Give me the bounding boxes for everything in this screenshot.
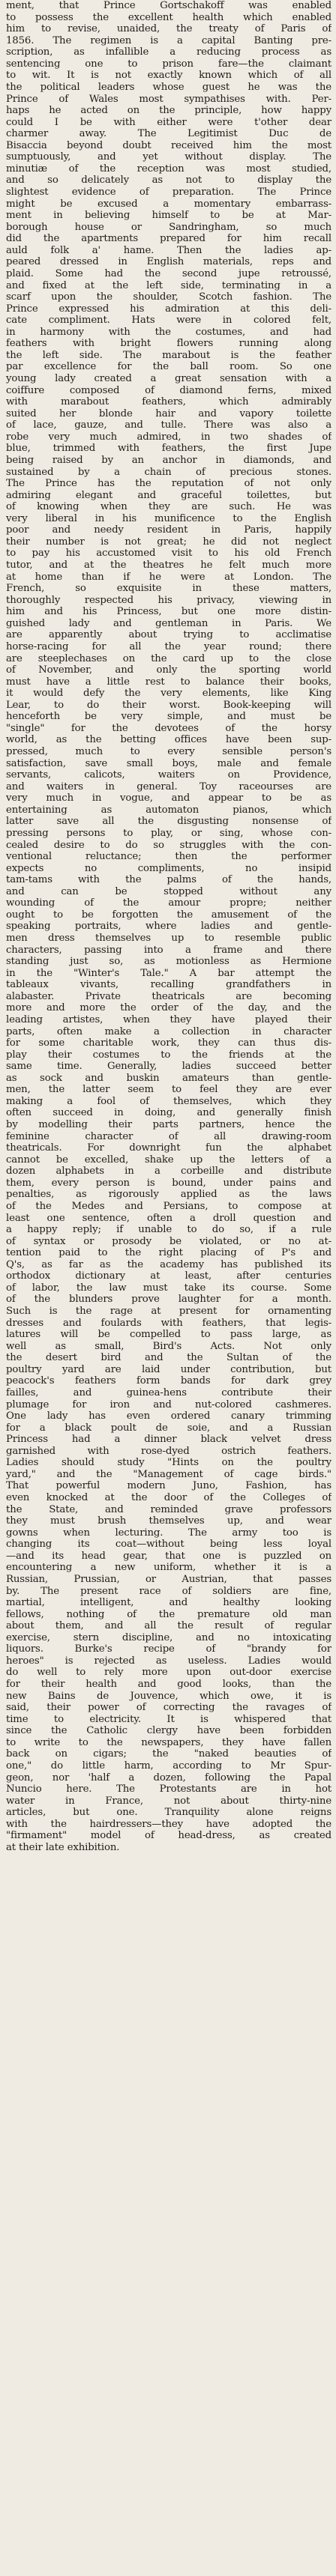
article-line: plaid. Some had the second jupe retroussé, bbox=[6, 267, 332, 279]
article-line: ment in believing himself to be at Mar- bbox=[6, 210, 332, 222]
article-line: blue, trimmed with feathers, the first Jupe bbox=[6, 443, 332, 455]
article-line: are steeplechases on the card up to the close bbox=[6, 652, 332, 664]
article-line: the State, and reminded grave professors bbox=[6, 1503, 332, 1515]
article-line: peacock's feathers form bands for dark grey bbox=[6, 1375, 332, 1387]
article-line: Q's, as far as the academy has published its bbox=[6, 1258, 332, 1270]
article-line: borough house or Sandringham, so much bbox=[6, 221, 332, 233]
article-line: Such is the rage at present for ornamenting bbox=[6, 1306, 332, 1317]
article-line: 1856. The regimen is a capital Banting pre- bbox=[6, 34, 332, 46]
article-line: cannot be excelled, shake up the letters of a bbox=[6, 1154, 332, 1166]
article-line: with the hairdressers—they have adopted the bbox=[6, 1818, 332, 1830]
article-line: liquors. Burke's recipe of "brandy for bbox=[6, 1643, 332, 1655]
article-line: about them, and all the result of regular bbox=[6, 1620, 332, 1632]
article-line: fellows, nothing of the premature old man bbox=[6, 1608, 332, 1620]
article-line: very liberal in his munificence to the English bbox=[6, 512, 332, 524]
article-line: them, every person is bound, under pains and bbox=[6, 1177, 332, 1189]
article-line: with marabout feathers, which admirably bbox=[6, 396, 332, 408]
article-line: him to revise, unaided, the treaty of Paris of bbox=[6, 23, 332, 35]
article-line: haps he acted on the principle, how happy bbox=[6, 105, 332, 117]
article-line: robe very much admired, in two shades of bbox=[6, 431, 332, 443]
article-line: being raised by an anchor in diamonds, and bbox=[6, 454, 332, 466]
article-line: must have a little rest to balance their books, bbox=[6, 676, 332, 688]
article-line: The Prince has the reputation of not only bbox=[6, 478, 332, 490]
article-line: pressed, much to every sensible person's bbox=[6, 746, 332, 757]
article-line: slightest evidence of preparation. The Prince bbox=[6, 187, 332, 198]
article-line: dozen alphabets in a corbeille and distribute bbox=[6, 1166, 332, 1178]
article-line: as sock and buskin amateurs than gentle- bbox=[6, 1072, 332, 1084]
article-line: by modelling their parts partners, hence the bbox=[6, 1119, 332, 1130]
article-line: ment, that Prince Gortschakoff was enabled bbox=[6, 0, 332, 11]
article-line: changing its coat—without being less loyal bbox=[6, 1539, 332, 1551]
article-line: back on cigars; the "naked beauties of bbox=[6, 1748, 332, 1760]
article-line: sumptuously, and yet without display. The bbox=[6, 151, 332, 163]
article-line: at home than if he were at London. The bbox=[6, 571, 332, 583]
article-line: encountering a new uniform, whether it is a bbox=[6, 1562, 332, 1574]
article-line: gowns when lecturing. The army too is bbox=[6, 1527, 332, 1539]
article-line: a happy reply; if unable to do so, if a rule bbox=[6, 1224, 332, 1236]
article-line: of knowing when they are such. He was bbox=[6, 501, 332, 513]
article-line: admiring elegant and graceful toilettes, but bbox=[6, 489, 332, 501]
article-line: Nuncio here. The Protestants are in hot bbox=[6, 1783, 332, 1795]
article-line: of the blunders prove laughter for a month. bbox=[6, 1294, 332, 1306]
article-line: the left side. The marabout is the feather bbox=[6, 349, 332, 361]
article-line: plumage for iron and nut-colored cashmeres. bbox=[6, 1398, 332, 1410]
article-line: said, their power of correcting the ravages of bbox=[6, 1702, 332, 1714]
article-line: more and more the order of the day, and the bbox=[6, 1002, 332, 1014]
article-line: martial, intelligent, and healthy looking bbox=[6, 1597, 332, 1609]
article-line: the political leaders whose guest he was the bbox=[6, 81, 332, 93]
article-line: making a fool of themselves, which they bbox=[6, 1095, 332, 1107]
article-line: even knocked at the door of the Colleges of bbox=[6, 1492, 332, 1503]
article-line: guished lady and gentleman in Paris. We bbox=[6, 617, 332, 629]
article-line: characters, passing into a frame and there bbox=[6, 944, 332, 956]
article-line: Prince expressed his admiration at this deli- bbox=[6, 303, 332, 315]
article-line: in harmony with the costumes, and had bbox=[6, 326, 332, 338]
article-line: "single" for the devotees of the horsy bbox=[6, 722, 332, 734]
article-line: at their late exhibition. bbox=[6, 1841, 120, 1853]
article-line: by. The present race of soldiers are fine, bbox=[6, 1585, 332, 1597]
article-line: are apparently about trying to acclimatise bbox=[6, 629, 332, 641]
article-line: tableaux vivants, recalling grandfathers in bbox=[6, 979, 332, 991]
article-line: ventional reluctance; then the performer bbox=[6, 851, 332, 863]
article-line: alabaster. Private theatricals are becoming bbox=[6, 990, 332, 1002]
article-line: feminine character of all drawing-room bbox=[6, 1130, 332, 1142]
article-body bbox=[6, 0, 332, 1853]
article-line: they must brush themselves up, and wear bbox=[6, 1515, 332, 1527]
article-line: tam-tams with the palms of the hands, bbox=[6, 874, 332, 886]
article-line: men dress themselves up to resemble public bbox=[6, 933, 332, 944]
article-line: feathers with bright flowers running along bbox=[6, 338, 332, 350]
article-line: "firmament" model of head-dress, as created bbox=[6, 1830, 332, 1842]
article-line: auld folk a' hame. Then the ladies ap- bbox=[6, 244, 332, 256]
article-line: sustained by a chain of precious stones. bbox=[6, 466, 332, 478]
article-line: minutiæ of the reception was most studied, bbox=[6, 163, 332, 175]
article-line: sentencing one to prison fare—the claimant bbox=[6, 58, 332, 70]
article-line: of November, and only the sporting world bbox=[6, 664, 332, 676]
article-line: garnished with rose-dyed ostrich feathers. bbox=[6, 1445, 332, 1457]
article-line: pressing persons to play, or sing, whose con- bbox=[6, 827, 332, 839]
article-line: par excellence for the ball room. So one bbox=[6, 361, 332, 373]
article-line: water in France, not about thirty-nine bbox=[6, 1795, 332, 1807]
article-line: Ladies should study "Hints on the poultry bbox=[6, 1457, 332, 1469]
article-line: servants, calicots, waiters on Providence, bbox=[6, 769, 332, 781]
article-line: of labor, the law must take its course. Some bbox=[6, 1282, 332, 1294]
article-line: one," do little harm, according to Mr Spur- bbox=[6, 1760, 332, 1772]
article-line: parts, often make a collection in character bbox=[6, 1025, 332, 1037]
article-line: to wit. It is not exactly known which of all bbox=[6, 70, 332, 82]
article-line: to write to the newspapers, they have fallen bbox=[6, 1736, 332, 1748]
article-line: henceforth be very simple, and must be bbox=[6, 711, 332, 723]
article-line: Prince of Wales most sympathises with. Per- bbox=[6, 93, 332, 105]
article-line: latter save all the disgusting nonsense of bbox=[6, 816, 332, 828]
article-line: cealed desire to do so struggles with the con- bbox=[6, 839, 332, 851]
article-line: could I be with either were t'other dear bbox=[6, 116, 332, 128]
article-line: failles, and guinea-hens contribute their bbox=[6, 1387, 332, 1398]
article-line: horse-racing for all the year round; there bbox=[6, 640, 332, 652]
article-line: scription, as infallible a reducing process as bbox=[6, 46, 332, 58]
article-line: ought to be forgotten the amusement of the bbox=[6, 909, 332, 921]
article-line: One lady has even ordered canary trimming bbox=[6, 1410, 332, 1422]
article-line: expects no compliments, no insipid bbox=[6, 862, 332, 874]
article-line: charmer away. The Legitimist Duc de bbox=[6, 128, 332, 140]
article-line: scarf upon the shoulder, Scotch fashion. The bbox=[6, 291, 332, 303]
article-line: and so delicately as not to display the bbox=[6, 175, 332, 187]
article-line: very much in vogue, and appear to be as bbox=[6, 793, 332, 804]
article-line: to pay his accustomed visit to his old French bbox=[6, 548, 332, 560]
article-line: for some charitable work, they can thus dis- bbox=[6, 1037, 332, 1049]
article-line: cate compliment. Hats were in colored felt, bbox=[6, 315, 332, 327]
article-line: latures will be compelled to pass large, as bbox=[6, 1329, 332, 1341]
article-line: often succeed in doing, and generally finish bbox=[6, 1107, 332, 1119]
article-line: their number is not great; he did not neglect bbox=[6, 536, 332, 548]
article-line: young lady created a great sensation with a bbox=[6, 373, 332, 384]
article-line: least one sentence, often a droll question and bbox=[6, 1212, 332, 1224]
article-line: That powerful modern Juno, Fashion, has bbox=[6, 1480, 332, 1492]
article-line: articles, but one. Tranquility alone reigns bbox=[6, 1807, 332, 1819]
article-line: it would defy the very elements, like King bbox=[6, 688, 332, 700]
article-line: of syntax or prosody be violated, or no at- bbox=[6, 1235, 332, 1247]
article-line: wounding of the amour propre; neither bbox=[6, 897, 332, 909]
article-line: for their health and good looks, than the bbox=[6, 1679, 332, 1690]
article-line: of the Medes and Persians, to compose at bbox=[6, 1200, 332, 1212]
article-line: penalties, as rigorously applied as the laws bbox=[6, 1189, 332, 1201]
article-line: exercise, stern discipline, and no intoxicating bbox=[6, 1631, 332, 1643]
article-line: tutor, and at the theatres he felt much more bbox=[6, 560, 332, 571]
article-line: might be excused a momentary embarrass- bbox=[6, 198, 332, 210]
article-line: leading artistes, when they have played their bbox=[6, 1013, 332, 1025]
article-line: coiffure composed of diamond ferns, mixed bbox=[6, 384, 332, 396]
article-line: —and its head gear, that one is puzzled on bbox=[6, 1550, 332, 1562]
article-line: tention paid to the right placing of P's and bbox=[6, 1247, 332, 1259]
article-line: Russian, Prussian, or Austrian, that passes bbox=[6, 1573, 332, 1585]
article-line: since the Catholic clergy have been forbidden bbox=[6, 1725, 332, 1737]
article-line: men, the latter seem to feel they are ever bbox=[6, 1084, 332, 1096]
article-line: in the "Winter's Tale." A bar attempt the bbox=[6, 967, 332, 979]
article-line: and waiters in general. Toy raceourses are bbox=[6, 781, 332, 793]
article-line: speaking portraits, where ladies and gentle- bbox=[6, 921, 332, 933]
article-line: time to electricity. It is whispered that bbox=[6, 1713, 332, 1725]
article-line: and can be stopped without any bbox=[6, 885, 332, 897]
article-line: thoroughly respected his privacy, viewing in bbox=[6, 594, 332, 606]
article-line: the desert bird and the Sultan of the bbox=[6, 1352, 332, 1364]
article-line: Lear, to do their worst. Book-keeping will bbox=[6, 699, 332, 711]
article-line: Princess had a dinner black velvet dress bbox=[6, 1434, 332, 1446]
article-line: Bisaccia beyond doubt received him the most bbox=[6, 139, 332, 151]
article-line: for a black poult de soie, and a Russian bbox=[6, 1422, 332, 1434]
article-line: geon, nor 'half a dozen, following the Papal bbox=[6, 1772, 332, 1783]
article-line: do well to rely more upon out-door exercise bbox=[6, 1667, 332, 1679]
article-line: him and his Princess, but one more distin- bbox=[6, 606, 332, 618]
article-line: did the apartments prepared for him recall bbox=[6, 233, 332, 245]
article-line: French, so exquisite in these matters, bbox=[6, 583, 332, 595]
article-line: of lace, gauze, and tulle. There was also a bbox=[6, 419, 332, 431]
article-line: entertaining as automaton pianos, which bbox=[6, 804, 332, 816]
article-line: new Bains de Jouvence, which owe, it is bbox=[6, 1690, 332, 1702]
article-line: world, as the betting offices have been sup- bbox=[6, 734, 332, 746]
article-line: and fixed at the left side, terminating in a bbox=[6, 279, 332, 291]
article-line: yard," and the "Management of cage birds." bbox=[6, 1468, 332, 1480]
article-line: standing just so, as motionless as Hermione bbox=[6, 956, 332, 968]
article-line: dresses and foulards with feathers, that legis- bbox=[6, 1317, 332, 1329]
article-line: satisfaction, save small boys, male and female bbox=[6, 757, 332, 769]
article-line: poor and needy resident in Paris, happily bbox=[6, 524, 332, 536]
article-line: heroes" is rejected as useless. Ladies would bbox=[6, 1655, 332, 1667]
article-line: peared dressed in English materials, reps and bbox=[6, 256, 332, 268]
article-line: same time. Generally, ladies succeed better bbox=[6, 1061, 332, 1073]
article-line: poultry yard are laid under contribution, but bbox=[6, 1363, 332, 1375]
article-line: theatricals. For downright fun the alphabet bbox=[6, 1142, 332, 1154]
article-line: play their costumes to the friends at the bbox=[6, 1049, 332, 1061]
article-line: suited her blonde hair and vapory toilette bbox=[6, 407, 332, 419]
article-line: well as small, Bird's Acts. Not only bbox=[6, 1340, 332, 1352]
article-line: to possess the excellent health which enabled bbox=[6, 11, 332, 23]
article-line: orthodox dictionary at least, after centuries bbox=[6, 1270, 332, 1282]
